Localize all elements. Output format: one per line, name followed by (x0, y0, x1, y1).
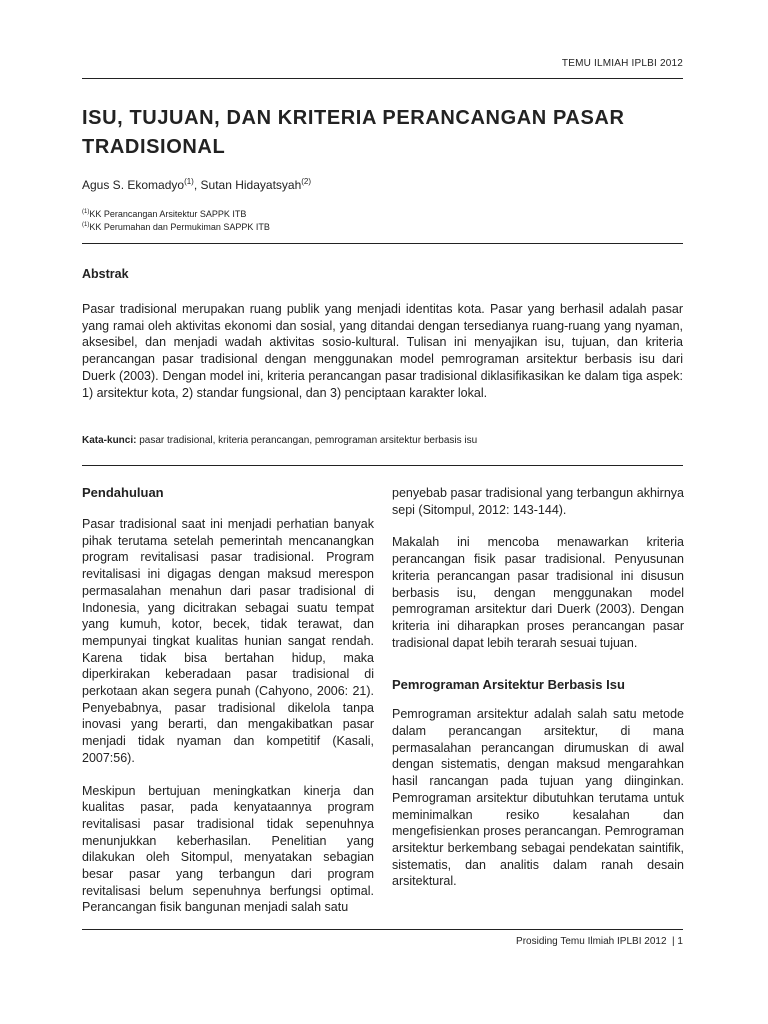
affiliation-superscript: (1) (82, 209, 90, 215)
affiliation-text: KK Perumahan dan Permukiman SAPPK ITB (89, 222, 270, 232)
author-separator: , (193, 178, 201, 192)
body-paragraph: Makalah ini mencoba menawarkan kriteria perancangan fisik pasar tradisional. Penyusunan kriteria perancangan pasar tradisional ini disusun berbasis isu, dengan menggunakan model pemrograman arsitektur dari Duerk (2003). Dengan kriteria ini diharapkan proses perancangan pasar tradisional dapat lebih terarah sesuai tujuan. (392, 535, 684, 650)
body-paragraph: Pemrograman arsitektur adalah salah satu metode dalam perancangan arsitektur, di mana permasalahan perancangan dirumuskan di awal dengan sistematis, dengan maksud mengarahkan hasil rancangan pada tujuan yang diinginkan. Pemrograman arsitektur dibutuhkan terutama untuk meminimalkan resiko kesalahan dan mengefisienkan proses perancangan. Pemrograman arsitektur berkembang sebagai pendekatan saintifik, sistematis, dan analitis dalam ranah desain arsitektural. (392, 707, 684, 889)
author-superscript: (2) (301, 177, 312, 186)
section-heading: Pemrograman Arsitektur Berbasis Isu (392, 677, 625, 693)
author-superscript: (1) (184, 177, 194, 186)
section-divider (82, 243, 683, 244)
author-name: Sutan Hidayatsyah (200, 178, 302, 192)
section-heading: Pendahuluan (82, 485, 164, 500)
author-name: Agus S. Ekomadyo (82, 178, 185, 192)
affiliation-superscript: (1) (82, 222, 90, 228)
affiliation-line (82, 222, 270, 232)
affiliation-line (82, 209, 246, 219)
abstract-heading: Abstrak (82, 267, 129, 281)
author-line (82, 177, 311, 192)
abstract-text: Pasar tradisional merupakan ruang publik yang menjadi identitas kota. Pasar yang berhasil adalah pasar yang ramai oleh aktivitas ekonomi dan sosial, yang ditandai dengan tersedianya ruang-ruang yang nyaman, aksesibel, dan menjadi wadah aktivitas sosio-kultural. Tulisan ini menyajikan isu, tujuan, dan kriteria perancangan pasar tradisional dengan menggunakan model pemrograman arsitektur berbasis isu dari Duerk (2003). Dengan model ini, kriteria perancangan pasar tradisional diklasifikasikan ke dalam tiga aspek: 1) arsitektur kota, 2) standar fungsional, dan 3) penciptaan karakter lokal. (82, 302, 683, 400)
affiliation-text: KK Perancangan Arsitektur SAPPK ITB (89, 209, 247, 219)
running-head: TEMU ILMIAH IPLBI 2012 (561, 58, 683, 69)
body-paragraph: Meskipun bertujuan meningkatkan kinerja dan kualitas pasar, pada kenyataannya program revitalisasi pasar tradisional tidak sepenuhnya menunjukkan keberhasilan. Penelitian yang dilakukan oleh Sitompul, menyatakan sebagian besar pasar yang terbangun dari program revitalisasi belum sepenuhnya berfungsi optimal. Perancangan fisik bangunan menjadi salah satu (82, 783, 374, 915)
body-paragraph: Pasar tradisional saat ini menjadi perhatian banyak pihak terutama setelah pemerintah mencanangkan program revitalisasi pasar tradisional. Program revitalisasi ini digagas dengan maksud merespon permasalahan menahun dari pasar tradisional di Indonesia, yang dicitrakan sebagai suatu tempat yang kumuh, kotor, becek, tidak terawat, dan mempunyai tingkat kualitas hunian sangat rendah. Karena tidak bisa bertahan hidup, maka diperkirakan keberadaan pasar tradisional di perkotaan akan segera punah (Cahyono, 2006: 21). Penyebabnya, pasar tradisional dikelola tanpa inovasi yang berarti, dan mengakibatkan pasar menjadi tidak nyaman dan kompetitif (Kasali, 2007:56). (82, 517, 374, 765)
header-rule (82, 78, 683, 79)
left-column (82, 485, 374, 916)
right-column (392, 485, 684, 890)
paper-title: ISU, TUJUAN, DAN KRITERIA PERANCANGAN PASAR TRADISIONAL (82, 107, 625, 158)
page-footer: Prosiding Temu Ilmiah IPLBI 2012 | 1 (516, 936, 683, 947)
keywords-text: pasar tradisional, kriteria perancangan, pemrograman arsitektur berbasis isu (136, 435, 478, 446)
footer-rule (82, 929, 683, 930)
keywords (82, 435, 683, 446)
body-paragraph: penyebab pasar tradisional yang terbangun akhirnya sepi (Sitompul, 2012: 143-144). (392, 486, 684, 517)
section-divider (82, 465, 683, 466)
keywords-label: Kata-kunci: (82, 435, 137, 446)
